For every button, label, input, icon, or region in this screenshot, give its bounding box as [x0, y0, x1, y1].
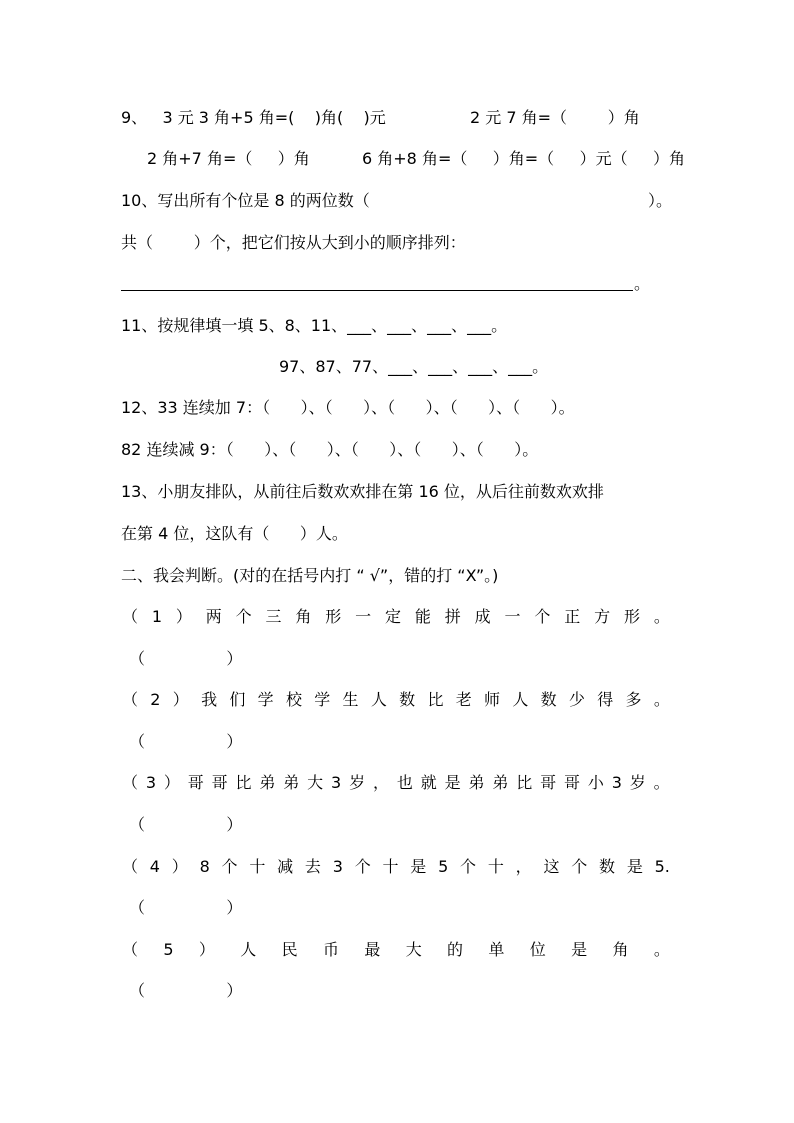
judge-item-3-char: 弟 [283, 773, 300, 792]
judge-item-2-char: 比 [427, 690, 444, 709]
q12-line1: 12、33 连续加 7：（ ）、（ ）、（ ）、（ ）、（ ）。 [121, 398, 575, 417]
judge-item-4-char: 去 [304, 857, 321, 876]
judge-item-2-char: 学 [314, 690, 331, 709]
judge-item-2-char: 生 [342, 690, 359, 709]
judge-item-3-char: 是 [444, 773, 461, 792]
judge-item-1-char: 定 [385, 607, 402, 626]
judge-item-4-char: 5 [438, 857, 449, 876]
judge-item-3-char: 比 [516, 773, 533, 792]
judge-item-5-char: 单 [488, 940, 505, 959]
judge-item-1-char: 方 [594, 607, 611, 626]
judge-item-1-char: 拼 [444, 607, 461, 626]
judge-item-5-char: 大 [405, 940, 422, 959]
judge-item-3-char: 岁 [629, 773, 646, 792]
judge-item-2-char: 多 [625, 690, 642, 709]
judge-item-2-char: 数 [540, 690, 557, 709]
judge-item-2-char: 少 [568, 690, 585, 709]
judge-item-5-char: 最 [364, 940, 381, 959]
q9-line1-left: 9、 3 元 3 角+5 角=( )角( )元 [121, 108, 386, 127]
q9-line2-right: 6 角+8 角=（ ）角=（ ）元（ ）角 [362, 149, 686, 168]
judge-item-2-char: 学 [257, 690, 274, 709]
judge-item-5-char: 。 [653, 940, 670, 959]
judge-item-5-char: 位 [529, 940, 546, 959]
judge-item-1-char: 形 [325, 607, 342, 626]
judge-item-1-char: 正 [564, 607, 581, 626]
judge-item-2-char: （ [122, 690, 139, 709]
judge-item-4-char: 个 [354, 857, 371, 876]
judge-item-4-char: 十 [487, 857, 504, 876]
judge-item-4-char: 个 [571, 857, 588, 876]
q10-line1-end: ）。 [648, 191, 673, 210]
section2-title: 二、我会判断。(对的在括号内打 “ √”，错的打 “X”。) [121, 566, 499, 585]
judge-item-4-char: 十 [382, 857, 399, 876]
judge-item-4-char: 8 [199, 857, 210, 876]
judge-item-5-char: ） [198, 940, 215, 959]
judge-item-4-char: （ [122, 857, 139, 876]
judge-item-3-char: 3 [145, 773, 157, 792]
judge-item-3 [122, 772, 670, 794]
q11-line2: 97、87、77、___、___、___、___。 [279, 357, 549, 376]
judge-item-5-char: 民 [281, 940, 298, 959]
q10-line2: 共（ ）个，把它们按从大到小的顺序排列： [121, 233, 466, 252]
judge-item-5-char: （ [122, 940, 139, 959]
q11-line1: 11、按规律填一填 5、8、11、___、___、___、___。 [121, 316, 508, 335]
judge-item-1-char: 角 [295, 607, 312, 626]
judge-item-1-char: 一 [355, 607, 372, 626]
judge-item-3-char: 弟 [492, 773, 509, 792]
judge-item-1-char: 能 [414, 607, 431, 626]
judge-item-3-blank: （ ） [129, 815, 243, 834]
judge-item-3-char: 。 [653, 773, 670, 792]
judge-item-2-char: 们 [229, 690, 246, 709]
judge-item-5-char: 角 [612, 940, 629, 959]
judge-item-3-char: （ [122, 773, 139, 792]
judge-item-3-char: ） [163, 773, 180, 792]
judge-item-4-char: 数 [599, 857, 616, 876]
judge-item-4-char: ， [515, 857, 532, 876]
judge-item-1-char: 三 [265, 607, 282, 626]
q13-line2: 在第 4 位，这队有（ ）人。 [121, 524, 348, 543]
judge-item-2-char: ） [172, 690, 189, 709]
judge-item-3-char: 哥 [540, 773, 557, 792]
judge-item-5-blank: （ ） [129, 981, 243, 1000]
judge-item-5-char: 的 [447, 940, 464, 959]
judge-item-3-char: 哥 [187, 773, 204, 792]
judge-item-1-blank: （ ） [129, 649, 243, 668]
judge-item-3-char: 大 [307, 773, 324, 792]
judge-item-4-char: 是 [626, 857, 643, 876]
judge-item-2-char: 我 [201, 690, 218, 709]
judge-item-4-char: 3 [332, 857, 343, 876]
judge-item-5 [122, 939, 670, 961]
judge-item-3-char: ， [372, 773, 389, 792]
judge-item-4-blank: （ ） [129, 898, 243, 917]
q12-line2: 82 连续减 9：（ ）、（ ）、（ ）、（ ）、（ ）。 [121, 440, 539, 459]
judge-item-1-char: 个 [235, 607, 252, 626]
judge-item-3-char: 岁 [349, 773, 366, 792]
judge-item-1 [122, 606, 670, 628]
judge-item-4-char: 减 [277, 857, 294, 876]
judge-item-1-char: 1 [151, 607, 163, 626]
judge-item-4-char: 个 [221, 857, 238, 876]
judge-item-1-char: ） [175, 607, 192, 626]
judge-item-2-char: 人 [370, 690, 387, 709]
judge-item-1-char: 个 [534, 607, 551, 626]
judge-item-2-char: 人 [512, 690, 529, 709]
q9-line1-right: 2 元 7 角=（ ）角 [470, 108, 640, 127]
judge-item-5-char: 人 [240, 940, 257, 959]
judge-item-1-char: 两 [205, 607, 222, 626]
judge-item-2-char: 师 [484, 690, 501, 709]
judge-item-3-char: 哥 [211, 773, 228, 792]
judge-item-2-char: 2 [150, 690, 161, 709]
judge-item-3-char: 比 [235, 773, 252, 792]
judge-item-4-char: 5. [654, 857, 670, 876]
judge-item-4-char: 个 [460, 857, 477, 876]
judge-item-4 [122, 856, 670, 878]
judge-item-2 [122, 689, 670, 711]
judge-item-3-char: 弟 [468, 773, 485, 792]
judge-item-1-char: 形 [624, 607, 641, 626]
judge-item-3-char: 也 [396, 773, 413, 792]
q10-answer-line [121, 290, 633, 291]
judge-item-1-char: （ [122, 607, 139, 626]
q9-line2-left: 2 角+7 角=（ ）角 [147, 149, 310, 168]
judge-item-2-char: 数 [399, 690, 416, 709]
q10-line3-end: 。 [634, 274, 651, 293]
judge-item-2-blank: （ ） [129, 732, 243, 751]
judge-item-3-char: 3 [331, 773, 342, 792]
judge-item-1-char: 一 [504, 607, 521, 626]
judge-item-3-char: 哥 [563, 773, 580, 792]
judge-item-4-char: 是 [410, 857, 427, 876]
judge-item-2-char: 得 [597, 690, 614, 709]
judge-item-3-char: 小 [587, 773, 604, 792]
q13-line1: 13、小朋友排队，从前往后数欢欢排在第 16 位，从后往前数欢欢排 [121, 482, 604, 501]
judge-item-2-char: 老 [455, 690, 472, 709]
judge-item-3-char: 就 [420, 773, 437, 792]
judge-item-5-char: 5 [163, 940, 174, 959]
judge-item-5-char: 是 [571, 940, 588, 959]
judge-item-2-char: 。 [653, 690, 670, 709]
q10-line1: 10、写出所有个位是 8 的两位数（ [121, 191, 370, 210]
judge-item-1-char: 成 [474, 607, 491, 626]
judge-item-4-char: ） [171, 857, 188, 876]
judge-item-3-char: 3 [611, 773, 622, 792]
judge-item-3-char: 弟 [259, 773, 276, 792]
judge-item-5-char: 币 [322, 940, 339, 959]
judge-item-4-char: 这 [543, 857, 560, 876]
judge-item-4-char: 十 [249, 857, 266, 876]
judge-item-1-char: 。 [653, 607, 670, 626]
judge-item-2-char: 校 [285, 690, 302, 709]
judge-item-4-char: 4 [149, 857, 160, 876]
